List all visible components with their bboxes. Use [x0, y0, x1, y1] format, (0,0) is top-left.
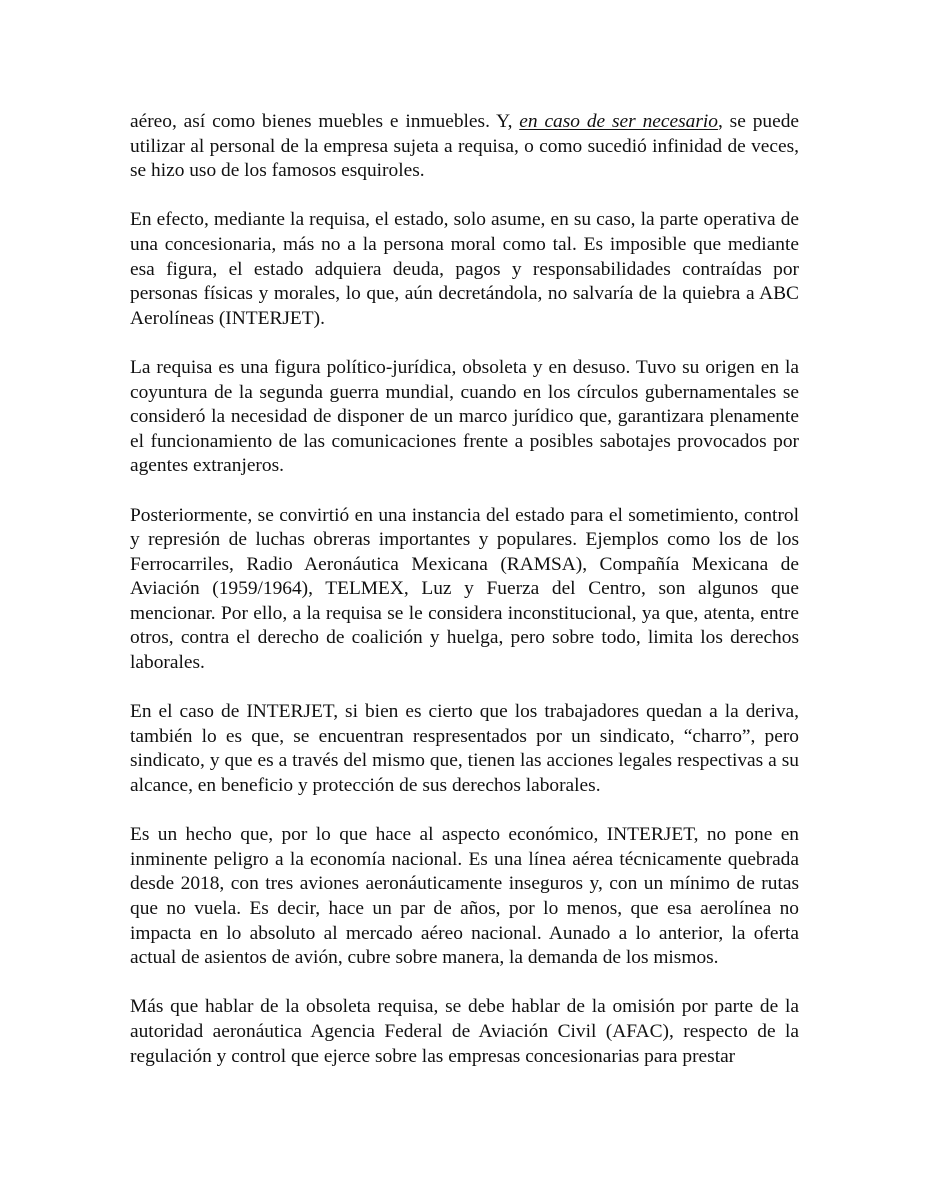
- paragraph-6: Es un hecho que, por lo que hace al aspecto económico, INTERJET, no pone en inminente peligro a la economía nacional. Es una línea aérea técnicamente quebrada desde 2018, con tres aviones aeronáuticamente inseguros y, con un mínimo de rutas que no vuela. Es decir, hace un par de años, por lo menos, que esa aerolínea no impacta en lo absoluto al mercado aéreo nacional. Aunado a lo anterior, la oferta actual de asientos de avión, cubre sobre manera, la demanda de los mismos.: [130, 824, 799, 969]
- paragraph-4: Posteriormente, se convirtió en una instancia del estado para el sometimiento, control y represión de luchas obreras importantes y populares. Ejemplos como los de los Ferrocarriles, Radio Aeronáutica Mexicana (RAMSA), Compañía Mexicana de Aviación (1959/1964), TELMEX, Luz y Fuerza del Centro, son algunos que mencionar. Por ello, a la requisa se le considera inconstitucional, ya que, atenta, entre otros, contra el derecho de coalición y huelga, pero sobre todo, limita los derechos laborales.: [130, 504, 799, 674]
- paragraph-1-before: aéreo, así como bienes muebles e inmuebles. Y,: [130, 111, 520, 132]
- emphasis-text: en caso de ser necesario: [519, 111, 718, 132]
- paragraph-1-after: , se puede utilizar al personal de la empresa sujeta a requisa, o como sucedió infinidad de veces, se hizo uso de los famosos esquiroles.: [130, 111, 799, 182]
- paragraph-1: [130, 110, 799, 184]
- paragraph-3: La requisa es una figura político-jurídica, obsoleta y en desuso. Tuvo su origen en la coyuntura de la segunda guerra mundial, cuando en los círculos gubernamentales se consideró la necesidad de disponer de un marco jurídico que, garantizara plenamente el funcionamiento de las comunicaciones frente a posibles sabotajes provocados por agentes extranjeros.: [130, 356, 799, 477]
- document-body: [130, 110, 799, 1094]
- paragraph-7: Más que hablar de la obsoleta requisa, se debe hablar de la omisión por parte de la autoridad aeronáutica Agencia Federal de Aviación Civil (AFAC), respecto de la regulación y control que ejerce sobre las empresas concesionarias para prestar: [130, 996, 799, 1067]
- paragraph-5: En el caso de INTERJET, si bien es cierto que los trabajadores quedan a la deriva, también lo es que, se encuentran respresentados por un sindicato, “charro”, pero sindicato, y que es a través del mismo que, tienen las acciones legales respectivas a su alcance, en beneficio y protección de sus derechos laborales.: [130, 701, 799, 797]
- paragraph-2: En efecto, mediante la requisa, el estado, solo asume, en su caso, la parte operativa de una concesionaria, más no a la persona moral como tal. Es imposible que mediante esa figura, el estado adquiera deuda, pagos y responsabilidades contraídas por personas físicas y morales, lo que, aún decretándola, no salvaría de la quiebra a ABC Aerolíneas (INTERJET).: [130, 209, 799, 329]
